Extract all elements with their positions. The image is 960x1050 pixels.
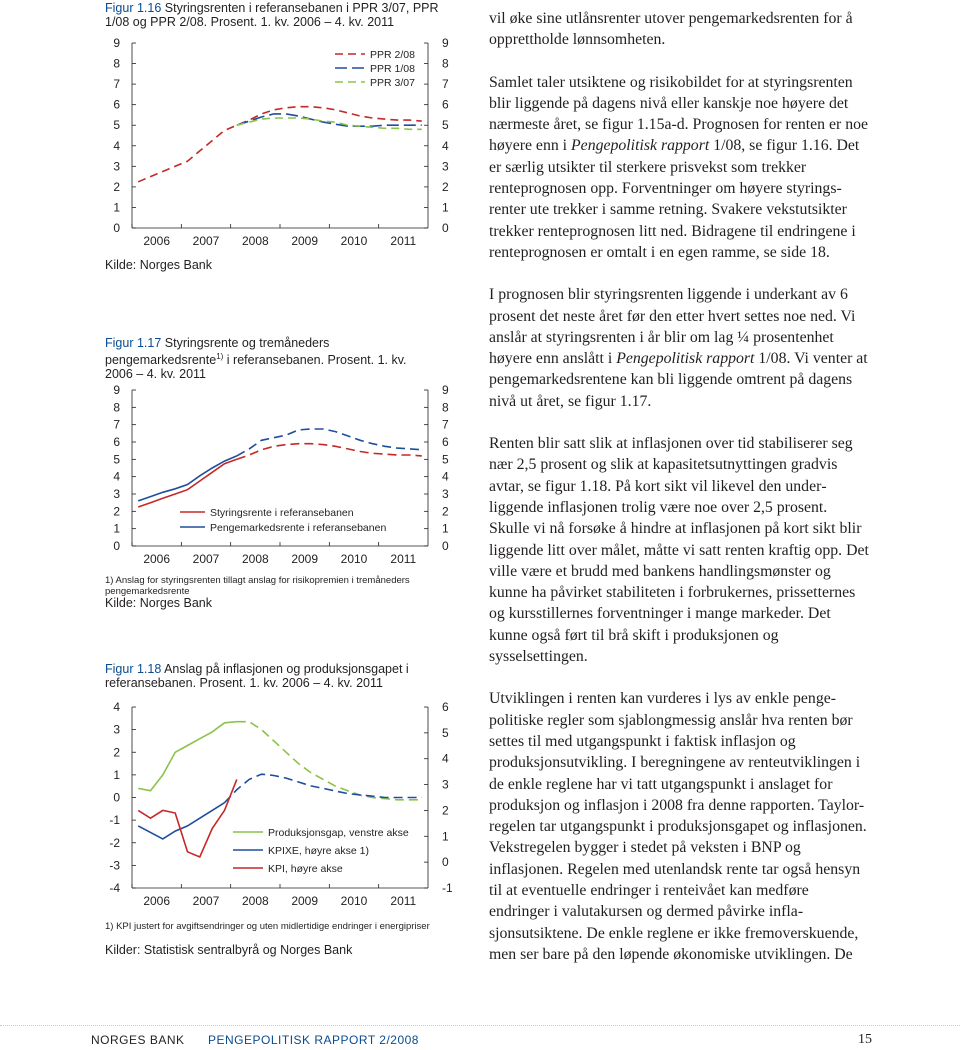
fig117-source: Kilde: Norges Bank <box>105 596 213 610</box>
fig117-chart <box>100 378 460 568</box>
y-tick-label-right: 2 <box>442 504 449 519</box>
y-tick-label-left: -4 <box>109 881 120 895</box>
fig117-title-number: Figur 1.17 <box>105 336 162 350</box>
x-tick-label: 2006 <box>143 552 171 566</box>
fig117-title <box>105 336 415 381</box>
body-para-2 <box>489 72 869 264</box>
y-tick-label-left: 9 <box>113 36 120 50</box>
fig117-title-sup: 1) <box>216 352 224 361</box>
x-tick-label: 2008 <box>241 894 269 908</box>
y-tick-label-right: 2 <box>442 179 449 194</box>
y-tick-label-right: 6 <box>442 435 449 449</box>
body-para-1: vil øke sine utlånsrenter utover pengemarkedsrenten for å opprettholde lønnsomheten. <box>489 10 853 49</box>
fig116-title <box>105 1 460 29</box>
fig118-title-text: Anslag på inflasjonen og produksjonsgapet i referansebanen. Prosent. 1. kv. 2006 – 4. kv. 2011 <box>105 662 409 690</box>
body-para-3-b: 1/08. Vi venter at pengemarkedsrentene kan bli liggende omtrent på dagens nivå ut året, se figur 1.17. <box>489 350 868 410</box>
legend-label: KPIXE, høyre akse 1) <box>268 845 369 857</box>
fig117-title-text-a: Styringsrente og tremåneders pengemarkedsrente <box>105 336 330 368</box>
y-tick-label-right: 9 <box>442 383 449 397</box>
series-line <box>138 779 237 857</box>
footer-rule <box>0 1025 960 1026</box>
fig117-title-text-b: i referansebanen. Prosent. 1. kv. 2006 – 4. kv. 2011 <box>105 353 407 382</box>
y-tick-label-left: 6 <box>113 435 120 449</box>
x-tick-label: 2007 <box>192 894 220 908</box>
y-tick-label-right: 0 <box>442 221 449 235</box>
body-para-2-italic: Pengepolitisk rapport <box>571 137 710 155</box>
x-tick-label: 2008 <box>241 552 269 566</box>
x-tick-label: 2011 <box>390 234 417 248</box>
y-tick-label-left: 0 <box>113 221 120 235</box>
y-tick-label-right: 3 <box>442 487 449 501</box>
y-tick-label-right: 3 <box>442 777 449 792</box>
y-tick-label-right: 4 <box>442 751 449 766</box>
legend-label: Produksjonsgap, venstre akse <box>268 827 409 839</box>
footer-report: PENGEPOLITISK RAPPORT 2/2008 <box>208 1033 419 1047</box>
page-footer <box>0 1033 960 1050</box>
y-tick-label-left: 3 <box>113 722 120 737</box>
legend-label: Styringsrente i referansebanen <box>210 507 354 519</box>
y-tick-label-left: 5 <box>113 452 120 467</box>
body-para-5: Utviklingen i renten kan vurderes i lys av enkle pengepolitiske regler som sjablongmessig anslår hva renten bør settes til med utgangspunkt i faktisk inflasjon og produksjonsutvikling. I beregningene av renteutviklingen i de enkle reglene har vi tatt utgangspunkt i anslaget for produksjon og inflasjon i 2008 fra denne rapporten. Taylor-regelen tar utgangspunkt i produksjonsgapet og inflasjonen. Vekstregelen bygger i stedet på veksten i BNP og inflasjonen. Regelen med utenlandsk rente tar også hensyn til at eventuelle endringer i renteivået kan medføre endringer i valutakursen og dermed påvirke inflasjonsutsiktene. De enkle reglene er ikke fremoverskuende, men ser bare på den løpende økonomiske utviklingen. De <box>489 690 867 963</box>
x-tick-label: 2006 <box>143 894 171 908</box>
y-tick-label-right: 1 <box>442 521 449 536</box>
y-tick-label-left: 0 <box>113 790 120 805</box>
body-para-2-b: 1/08, se figur 1.16. Det er særlig utsikter til sterkere prisvekst som trekker renteprognosen opp. Forventninger om høyere styringsrenter ute trekker i samme retning. Svakere vekstutsikter trekker renteprognosen litt ned. Bidragene til endringene i renteprognosen er omtalt i en egen ramme, se side 18. <box>489 137 860 261</box>
series-line-dashed <box>237 429 422 456</box>
y-tick-label-right: 0 <box>442 855 449 870</box>
body-para-3-italic: Pengepolitisk rapport <box>616 350 755 368</box>
y-tick-label-left: 2 <box>113 504 120 519</box>
x-tick-label: 2007 <box>192 234 220 248</box>
y-tick-label-left: 3 <box>113 159 120 174</box>
footer-page-number: 15 <box>858 1032 872 1047</box>
x-tick-label: 2009 <box>291 894 319 908</box>
y-tick-label-right: 2 <box>442 803 449 818</box>
y-tick-label-left: 2 <box>113 179 120 194</box>
fig118-title <box>105 662 435 690</box>
x-tick-label: 2007 <box>192 552 220 566</box>
x-tick-label: 2009 <box>291 234 319 248</box>
y-tick-label-left: -2 <box>109 835 120 850</box>
y-tick-label-right: 6 <box>442 700 449 714</box>
x-tick-label: 2011 <box>390 552 417 566</box>
legend-label: PPR 2/08 <box>370 49 415 61</box>
x-tick-label: 2009 <box>291 552 319 566</box>
y-tick-label-right: 5 <box>442 452 449 467</box>
y-tick-label-right: 7 <box>442 417 449 432</box>
series-line-dashed <box>237 444 422 460</box>
fig118-chart <box>100 695 460 915</box>
x-tick-label: 2006 <box>143 234 171 248</box>
fig117-footnote: 1) Anslag for styringsrenten tillagt anslag for risikopremien i tremåneders pengemarkedsrente <box>105 575 410 597</box>
fig118-source: Kilder: Statistisk sentralbyrå og Norges Bank <box>105 943 353 957</box>
y-tick-label-right: 5 <box>442 118 449 133</box>
y-tick-label-left: 7 <box>113 77 120 92</box>
y-tick-label-left: 6 <box>113 97 120 112</box>
y-tick-label-right: 4 <box>442 469 449 484</box>
y-tick-label-left: 3 <box>113 487 120 501</box>
legend-label: PPR 1/08 <box>370 63 415 75</box>
fig118-title-number: Figur 1.18 <box>105 662 162 676</box>
y-tick-label-left: 8 <box>113 56 120 71</box>
y-tick-label-left: 4 <box>113 138 120 153</box>
x-tick-label: 2011 <box>390 894 417 908</box>
y-tick-label-left: -3 <box>109 858 120 873</box>
y-tick-label-left: 1 <box>113 767 120 782</box>
y-tick-label-left: 1 <box>113 200 120 215</box>
fig118-footnote: 1) KPI justert for avgiftsendringer og uten midlertidige endringer i energipriser <box>105 921 430 932</box>
y-tick-label-left: 7 <box>113 417 120 432</box>
y-tick-label-left: 1 <box>113 521 120 536</box>
body-para-3 <box>489 284 869 412</box>
body-para-2-a: Samlet taler utsiktene og risikobildet for at styringsrenten blir liggende på dagens nivå eller kanskje noe høyere det nærmeste året, se figur 1.15a-d. Prognosen for renten er noe høyere enn i <box>489 73 869 155</box>
fig116-chart <box>100 38 460 263</box>
body-para-4: Renten blir satt slik at inflasjonen over tid stabiliserer seg nær 2,5 prosent og slik at kapasitetsutnyttingen gradvis avtar, se figur 1.18. På kort sikt vil likevel den underliggende inflasjonen trolig være noe over 2,5 prosent. Skulle vi nå forsøke å hindre at inflasjonen på kort sikt blir liggende litt over målet, måtte vi satt renten kraftig opp. Det ville være et brudd med bankens handlingsmønster og kunne ha påvirket stabiliteten i forbrukernes, prissetternes og kursstillernes forventninger i mange markeder. Det kunne også ført til brå skift i produksjonen og sysselsettingen. <box>489 435 869 666</box>
legend-label: PPR 3/07 <box>370 77 415 89</box>
y-tick-label-right: 5 <box>442 725 449 740</box>
y-tick-label-right: 8 <box>442 400 449 415</box>
y-tick-label-right: 6 <box>442 97 449 112</box>
series-line-solid <box>138 459 237 507</box>
series-line-solid <box>138 722 237 791</box>
body-text <box>489 8 869 965</box>
fig116-source: Kilde: Norges Bank <box>105 258 213 272</box>
x-tick-label: 2008 <box>241 234 269 248</box>
y-tick-label-right: 4 <box>442 138 449 153</box>
body-para-3-a: I prognosen blir styringsrenten liggende i underkant av 6 prosent det neste året før den etter hvert settes noe ned. Vi anslår at styringsrenten i år blir om lag ¼ prosentenhet høyere enn anslått i <box>489 286 856 368</box>
y-tick-label-right: -1 <box>442 881 453 895</box>
y-tick-label-left: 4 <box>113 469 120 484</box>
y-tick-label-right: 0 <box>442 539 449 553</box>
fig116-title-text: Styringsrenten i referansebanen i PPR 3/07, PPR 1/08 og PPR 2/08. Prosent. 1. kv. 2006 – 4. kv. 2011 <box>105 1 439 29</box>
y-tick-label-right: 7 <box>442 77 449 92</box>
y-tick-label-left: 9 <box>113 383 120 397</box>
fig116-title-number: Figur 1.16 <box>105 1 162 15</box>
series-line-solid <box>138 456 237 501</box>
legend-label: Pengemarkedsrente i referansebanen <box>210 522 387 534</box>
series-line-dashed <box>237 722 422 800</box>
x-tick-label: 2010 <box>340 894 368 908</box>
y-tick-label-left: 4 <box>113 700 120 714</box>
y-tick-label-left: 0 <box>113 539 120 553</box>
x-tick-label: 2010 <box>340 552 368 566</box>
footer-bank: NORGES BANK <box>91 1033 185 1047</box>
y-tick-label-right: 8 <box>442 56 449 71</box>
y-tick-label-left: 2 <box>113 745 120 760</box>
y-tick-label-right: 9 <box>442 36 449 50</box>
y-tick-label-left: 5 <box>113 118 120 133</box>
x-tick-label: 2010 <box>340 234 368 248</box>
y-tick-label-right: 3 <box>442 159 449 174</box>
y-tick-label-left: 8 <box>113 400 120 415</box>
y-tick-label-right: 1 <box>442 829 449 844</box>
legend-label: KPI, høyre akse <box>268 863 343 875</box>
y-tick-label-left: -1 <box>109 813 120 828</box>
y-tick-label-right: 1 <box>442 200 449 215</box>
